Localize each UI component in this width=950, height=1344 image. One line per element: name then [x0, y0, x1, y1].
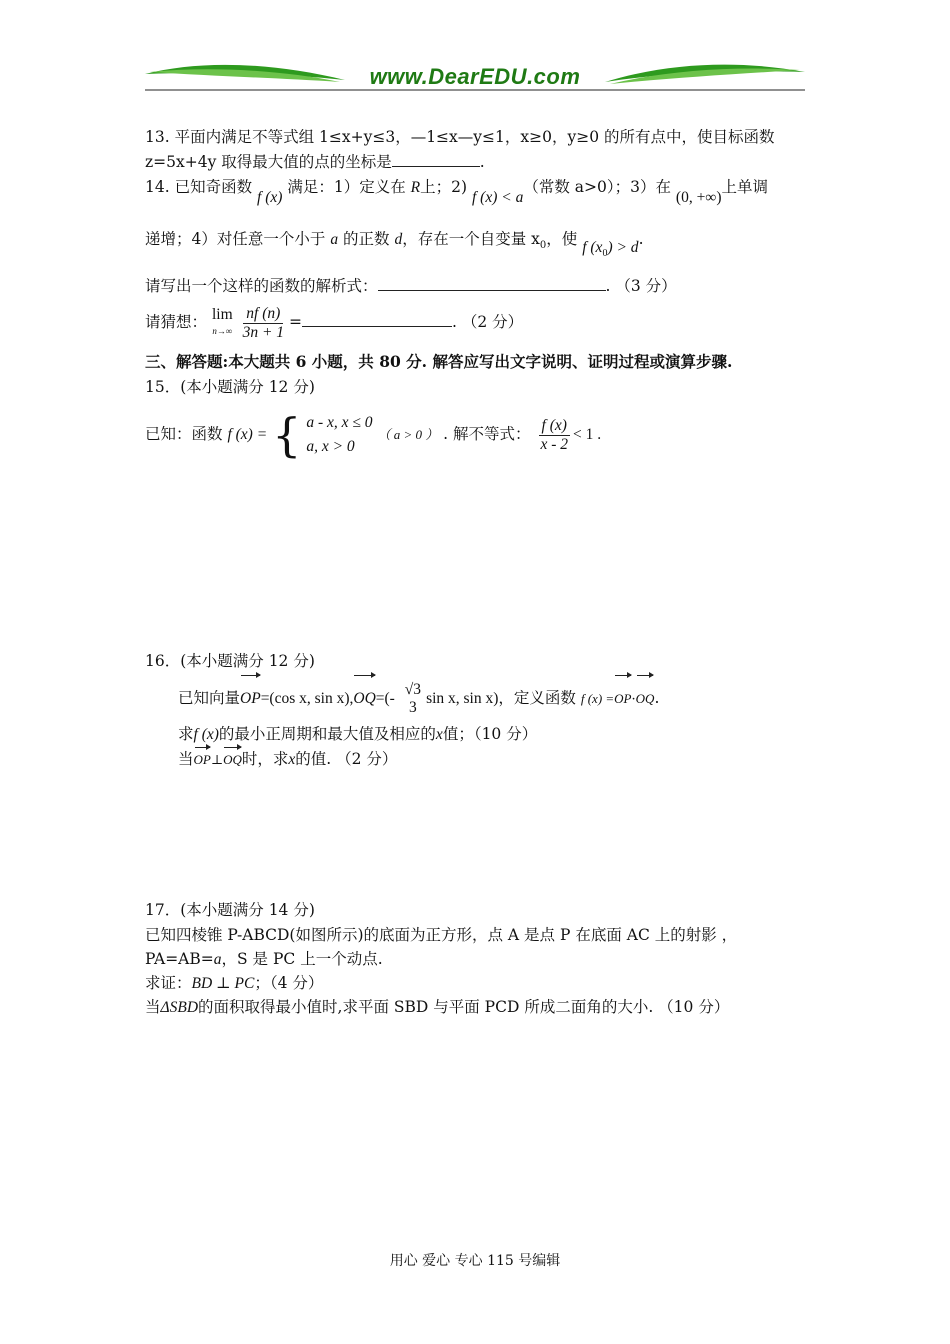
q14-ineq: f (x) < a	[471, 189, 524, 206]
q16-line2a: 求	[178, 725, 194, 743]
q14-p2: 满足：1）定义在	[287, 178, 406, 196]
q16-line3	[178, 748, 397, 772]
q14-line2a: 递增；4）对任意一个小于	[145, 230, 326, 248]
q15-p1: 已知：函数	[145, 425, 223, 443]
q16-sqrt-frac	[402, 681, 424, 717]
q16-period: .	[654, 689, 660, 707]
q14-fx0-text: f (x	[582, 239, 603, 256]
q15-head: 15．(本小题满分 12 分)	[145, 378, 315, 396]
q14-fx0	[582, 239, 639, 260]
q14-p3: 上；2)	[420, 178, 468, 196]
q16-fdef-oq: OQ	[636, 677, 655, 721]
q13-answer-blank	[392, 152, 480, 167]
q15-den: x - 2	[540, 435, 569, 453]
q15-num: f (x)	[539, 417, 570, 436]
q15-lt: < 1 .	[573, 426, 602, 443]
q16-fdef: f (x) =	[580, 691, 615, 706]
q16-line2b: 的最小正周期和最大值及相应的	[218, 725, 436, 743]
q14-guess-line	[145, 302, 523, 342]
header-site-text: www.DearEDU.com	[369, 64, 581, 89]
q16-line2	[178, 723, 537, 746]
q16-vec-op: OP	[240, 677, 261, 721]
q15-cond: （ a > 0 ）	[377, 427, 439, 442]
q16-line2-fx: f (x)	[193, 726, 219, 743]
q16-p2: ，定义函数	[498, 689, 576, 707]
q13-line2	[145, 151, 485, 173]
section3-heading: 三、解答题:本大题共 6 小题，共 80 分. 解答应写出文字说明、证明过程或演算步骤.	[145, 352, 733, 371]
q17-line1: 已知四棱锥 P-ABCD(如图所示)的底面为正方形，点 A 是点 P 在底面 AC 上的射影 ，	[145, 926, 738, 944]
q14-sub0: 0	[539, 240, 547, 252]
q17-line4b: 的面积取得最小值时,求平面 SBD 与平面 PCD 所成二面角的大小. （10 分）	[198, 998, 730, 1016]
q14-fx0-end: ) > d	[607, 239, 639, 256]
q14-function-blank	[378, 276, 606, 291]
q16-vec-oq: OQ	[353, 677, 375, 721]
q16-line3a: 当	[178, 750, 194, 768]
q16-line3c: 的值. （2 分）	[295, 750, 398, 768]
q15-case2: a, x > 0	[306, 438, 355, 455]
q17-line4	[145, 996, 729, 1019]
q16-line3-op: OP	[194, 749, 211, 771]
q14-guess-end: . （2 分）	[452, 313, 524, 331]
q14-limit-blank	[302, 312, 452, 327]
q16-fdef-op: OP	[614, 677, 631, 721]
q16-head: 16．(本小题满分 12 分)	[145, 652, 315, 670]
q16-p1: 已知向量	[178, 689, 241, 707]
q14-line2d: ，使	[546, 230, 578, 248]
q16-oq-val2: sin x, sin x)	[426, 690, 499, 707]
q14-p1: 14. 已知奇函数	[145, 178, 253, 196]
q16-line3-x: x	[288, 751, 296, 768]
q16-line1	[178, 676, 659, 722]
q14-lim-fraction	[240, 305, 287, 342]
q17-line4a: 当	[145, 998, 161, 1016]
q16-dot-op: ·	[631, 692, 636, 707]
q16-op-val: =(cos x, sin x),	[260, 690, 354, 707]
q14-limit	[212, 307, 233, 339]
q14-line2	[145, 228, 644, 260]
q14-line3	[145, 275, 677, 297]
q14-line1	[145, 176, 769, 206]
q14-lim-num: nf (n)	[243, 305, 283, 324]
q14-fx: f (x)	[257, 189, 283, 206]
q17-line4-math: ΔSBD	[160, 999, 199, 1016]
q15-body	[145, 408, 601, 461]
q14-p4: （常数 a>0）；3）在	[523, 178, 671, 196]
q14-d: d	[394, 231, 403, 248]
q16-perp: ⊥	[210, 753, 224, 768]
q17-line2a: PA=AB=	[145, 950, 214, 968]
q15-brace: {	[272, 408, 302, 462]
q14-R: R	[410, 179, 421, 196]
q14-fx0-sub: 0	[602, 248, 608, 260]
q15-p2: . 解不等式：	[443, 425, 531, 443]
q16-line3b: 时，求	[241, 750, 289, 768]
q15-fraction	[537, 417, 571, 454]
q17-line3	[145, 972, 323, 995]
q14-a: a	[330, 231, 339, 248]
q17-line3b: ；（4 分）	[254, 974, 324, 992]
q17-line2	[145, 948, 383, 971]
q17-line2b: ，S 是 PC 上一个动点.	[221, 950, 383, 968]
q13-line1: 13. 平面内满足不等式组 1≤x+y≤3，—1≤x—y≤1，x≥0，y≥0 的所有点中，使目标函数	[145, 128, 775, 146]
q14-interval: (0, +∞)	[675, 189, 722, 206]
q13-line2-end: .	[479, 153, 485, 171]
q14-lim-den: 3n + 1	[242, 323, 285, 341]
q17-head: 17．(本小题满分 14 分)	[145, 901, 315, 919]
q14-guess: 请猜想：	[145, 313, 208, 331]
q14-limsub: n→∞	[212, 326, 233, 336]
q14-line3-text: 请写出一个这样的函数的解析式：	[145, 277, 378, 295]
q14-lim: lim	[211, 306, 233, 323]
q16-sqrt: √3	[404, 681, 422, 698]
q13-line2-text: z=5x+4y 取得最大值的点的坐标是	[145, 153, 392, 171]
page-footer: 用心 爱心 专心 115 号编辑	[389, 1253, 561, 1269]
q14-line2b: 的正数	[343, 230, 390, 248]
q14-p5: 上单调	[721, 178, 769, 196]
q16-line3-oq: OQ	[223, 749, 242, 771]
q17-a: a	[213, 951, 222, 968]
q17-line3-math: BD ⊥ PC	[191, 975, 255, 992]
q16-x: x	[435, 726, 443, 743]
q15-cases	[306, 411, 372, 459]
q16-oq-val1: =(-	[375, 690, 395, 707]
q14-eq: =	[289, 313, 303, 331]
q14-dot: .	[638, 230, 644, 248]
q14-line2c: ，存在一个自变量 x	[402, 230, 540, 248]
q17-line3a: 求证：	[145, 974, 192, 992]
q14-line3-end: . （3 分）	[605, 277, 677, 295]
q15-case1: a - x, x ≤ 0	[306, 414, 373, 431]
q16-three: 3	[409, 699, 417, 716]
q16-line2c: 值；（10 分）	[442, 725, 538, 743]
q15-fx: f (x) =	[227, 426, 268, 443]
